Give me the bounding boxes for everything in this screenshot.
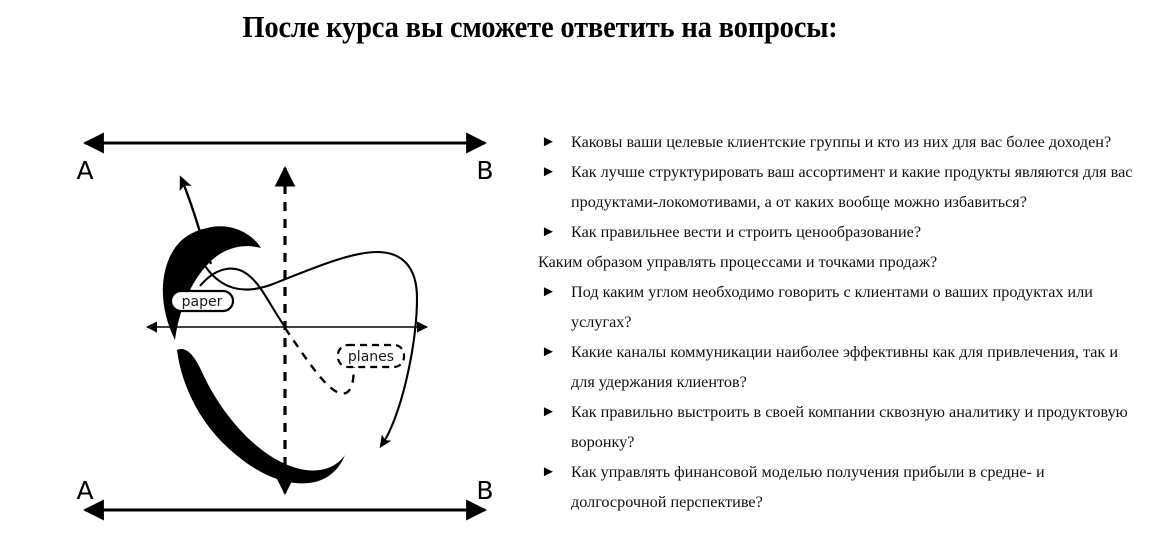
question-item: [538, 247, 1138, 277]
bullet-triangle-icon: ►: [541, 404, 556, 420]
page-title: После курса вы сможете ответить на вопросы:: [242, 9, 838, 44]
crescent-shape-upper: [163, 226, 261, 340]
question-item: [538, 337, 1138, 397]
question-text: Под каким углом необходимо говорить с клиентами о ваших продуктах или услугах?: [571, 283, 1093, 331]
axis-top: [76, 143, 493, 185]
node-paper-label: paper: [181, 294, 223, 310]
question-text: Как правильнее вести и строить ценообразование?: [571, 223, 922, 241]
question-text: Как правильно выстроить в своей компании сквозную аналитику и продуктовую воронку?: [571, 403, 1128, 451]
crescent-shape-lower: [177, 349, 345, 483]
question-text: Каковы ваши целевые клиентские группы и кто из них для вас более доходен?: [571, 133, 1112, 151]
bullet-triangle-icon: ►: [541, 134, 556, 150]
bullet-triangle-icon: ►: [541, 464, 556, 480]
question-text: Как управлять финансовой моделью получения прибыли в средне- и долгосрочной перспективе?: [571, 463, 1045, 511]
node-planes[interactable]: [338, 345, 404, 367]
axis-label-bottom-right: B: [476, 476, 494, 505]
bullet-triangle-icon: ►: [541, 164, 556, 180]
question-text: Какие каналы коммуникации наиболее эффективны как для привлечения, так и для удержания клиентов?: [571, 343, 1119, 391]
questions-list: [538, 127, 1138, 517]
axis-label-top-right: B: [476, 156, 494, 185]
concept-diagram: [55, 118, 510, 538]
question-text: Каким образом управлять процессами и точками продаж?: [538, 253, 938, 271]
node-paper[interactable]: [171, 290, 233, 311]
axis-label-bottom-left: A: [76, 476, 94, 505]
question-item: [538, 127, 1138, 157]
question-item: [538, 397, 1138, 457]
node-planes-label: planes: [347, 349, 395, 365]
question-item: [538, 277, 1138, 337]
bullet-triangle-icon: ►: [541, 224, 556, 240]
question-item: [538, 217, 1138, 247]
question-item: [538, 457, 1138, 517]
axis-label-top-left: A: [76, 156, 94, 185]
question-text: Как лучше структурировать ваш ассортимент и какие продукты являются для вас продуктами-локомотивами, а от каких вообще можно избавиться?: [571, 163, 1133, 211]
bullet-triangle-icon: ►: [541, 284, 556, 300]
bullet-triangle-icon: ►: [541, 344, 556, 360]
question-item: [538, 157, 1138, 217]
